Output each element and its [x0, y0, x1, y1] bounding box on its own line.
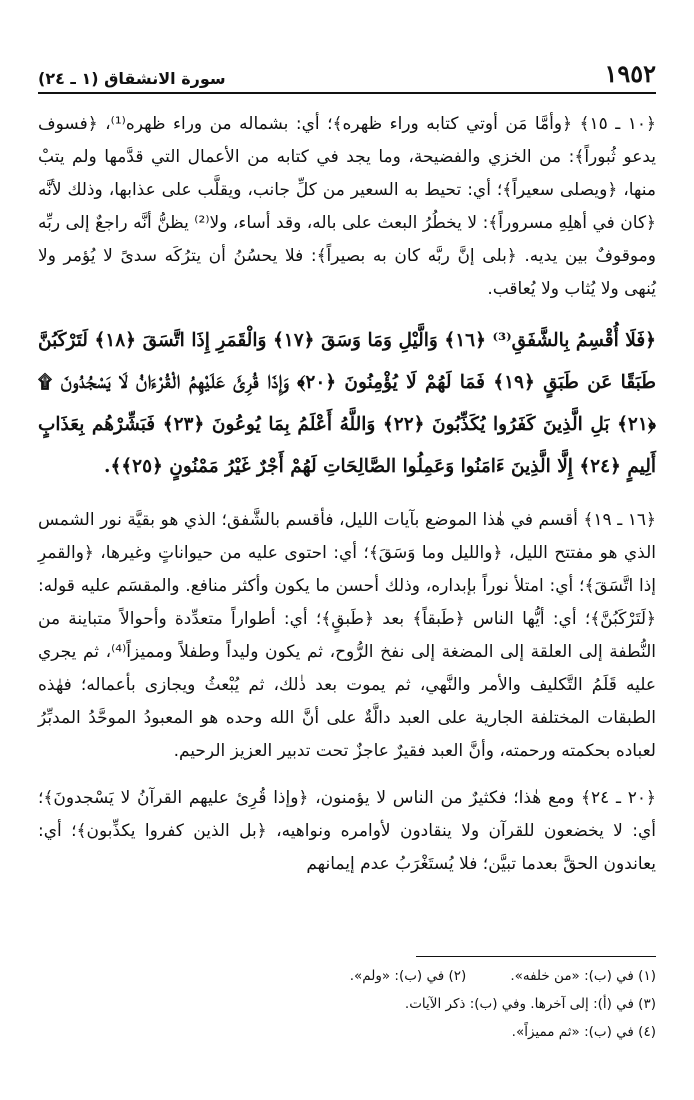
page-body	[38, 108, 656, 895]
tafsir-paragraph: ﴿١٠ ـ ١٥﴾ ﴿وأمَّا مَن أوتي كتابه وراء ظهره﴾؛ أي: بشماله من وراء ظهره⁽¹⁾، ﴿فسوف يدعو ثُبوراً﴾: من الخزي والفضيحة، وما يجد في كتابه من الأعمال التي قدَّمها ولم يتبْ منها، ﴿ويصلى سعيراً﴾؛ أي: تحيط به السعير من كلِّ جانب، ويقلَّب على عذابها، وذلك لأنَّه ﴿كان في أهلِهِ مسروراً﴾: لا يخطُرُ البعث على باله، وقد أساء، ولا⁽²⁾ يظنُّ أنَّه راجعٌ إلى ربِّه وموقوفٌ بين يديه. ﴿بلى إنَّ ربَّه كان به بصيراً﴾: فلا يحسُنُ أن يترُكَه سدىً لا يُؤمر ولا يُنهى ولا يُثاب ولا يُعاقب.	[38, 114, 656, 299]
tafsir-paragraph: ﴿١٦ ـ ١٩﴾ أقسم في هٰذا الموضع بآيات الليل، فأقسم بالشَّفق؛ الذي هو بقيَّة نور الشمس الذي هو مفتتح الليل، ﴿والليل وما وَسَقَ﴾؛ أي: احتوى عليه من حيواناتٍ وغيرها، ﴿والقمرِ إذا اتَّسَقَ﴾؛ أي: امتلأ نوراً بإبداره، وذلك أحسن ما يكون وأكثر منافع. والمقسَم عليه قوله: ﴿لَتَرْكَبُنَّ﴾؛ أي: أيُّها الناس ﴿طَبقاً﴾ بعد ﴿طَبقٍ﴾؛ أي: أطواراً متعدِّدة وأحوالاً متباينة من النُّطفة إلى العلقة إلى المضغة إلى نفخ الرُّوح، ثم يكون وليداً وطفلاً ومميزاً⁽⁴⁾، ثم يجري عليه قَلَمُ التَّكليف والأمر والنَّهي، ثم يموت بعد ذٰلك، ثم يُبْعثُ ويجازى بأعماله؛ فهٰذه الطبقات المختلفة الجارية على العبد دالَّةٌ على أنَّ الله وحده هو المعبودُ الموحَّدُ المدبِّرُ لعباده بحكمته ورحمته، وأنَّ العبد فقيرٌ عاجزٌ تحت تدبير العزيز الرحيم.	[38, 510, 657, 761]
footnote-2: (٢) في (ب): «ولم».	[349, 968, 467, 984]
footnote-4: (٤) في (ب): «ثم مميزاً».	[511, 1024, 656, 1040]
footnote-divider	[416, 956, 656, 957]
running-title: سورة الانشقاق (١ ـ ٢٤)	[38, 69, 226, 88]
footnote-1: (١) في (ب): «من خلفه».	[510, 968, 656, 984]
footnotes	[38, 962, 656, 1046]
page-header	[38, 60, 656, 94]
footnote-3: (٣) في (أ): إلى آخرها. وفي (ب): ذكر الآيات.	[404, 996, 656, 1012]
quran-verses-block: ﴿فَلَا أُقْسِمُ بِالشَّفَقِ⁽³⁾ ﴿١٦﴾ وَالَّيْلِ وَمَا وَسَقَ ﴿١٧﴾ وَالْقَمَرِ إِذَا اتَّسَقَ ﴿١٨﴾ لَتَرْكَبُنَّ طَبَقًا عَن طَبَقٍ ﴿١٩﴾ فَمَا لَهُمْ لَا يُؤْمِنُونَ ﴿٢٠﴾ وَإِذَا قُرِئَ عَلَيْهِمُ الْقُرْءَانُ لَا يَسْجُدُونَ ۩ ﴿٢١﴾ بَلِ الَّذِينَ كَفَرُوا يُكَذِّبُونَ ﴿٢٢﴾ وَاللَّهُ أَعْلَمُ بِمَا يُوعُونَ ﴿٢٣﴾ فَبَشِّرْهُم بِعَذَابٍ أَلِيمٍ ﴿٢٤﴾ إِلَّا الَّذِينَ ءَامَنُوا وَعَمِلُوا الصَّالِحَاتِ لَهُمْ أَجْرٌ غَيْرُ مَمْنُونٍ ﴿٢٥﴾﴾.	[38, 330, 656, 477]
page-number: ١٩٥٢	[604, 59, 656, 88]
tafsir-paragraph: ﴿٢٠ ـ ٢٤﴾ ومع هٰذا؛ فكثيرٌ من الناس لا يؤمنون، ﴿وإذا قُرِئ عليهم القرآنُ لا يَسْجدونَ﴾؛ أي: لا يخضعون للقرآن ولا ينقادون لأوامره ونواهيه، ﴿بل الذين كفروا يكذِّبون﴾؛ أي: يعاندون الحقَّ بعدما تبيَّن؛ فلا يُستَغْرَبُ عدم إيمانهم	[38, 788, 656, 874]
footnote-row	[38, 962, 656, 990]
page	[38, 0, 656, 1100]
